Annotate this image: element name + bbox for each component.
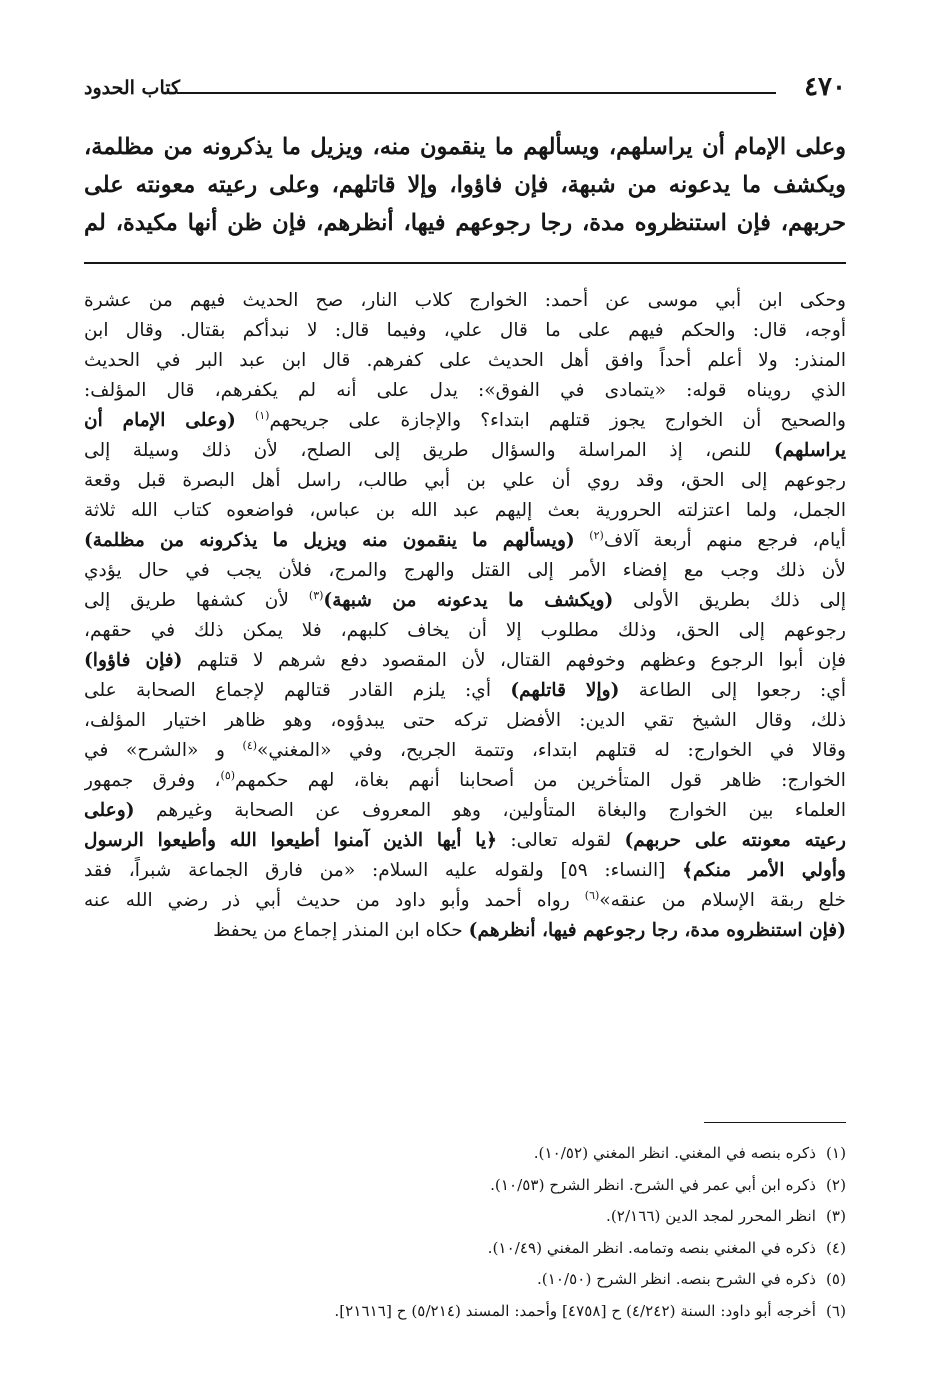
quoted-matn: (ويكشف ما يدعونه من شبهة) [323, 590, 614, 611]
commentary-line [84, 466, 846, 496]
commentary-line [84, 706, 846, 736]
footnote-ref: (٤) [242, 738, 258, 752]
footnote [84, 1296, 846, 1328]
quoted-matn: ﴿يا أيها الذين آمنوا أطيعوا الله وأطيعوا الرسول [84, 830, 498, 851]
footnote-text: انظر المحرر لمجد الدين (٢/١٦٦). [606, 1207, 816, 1226]
commentary-line [84, 496, 846, 526]
commentary-line [84, 406, 846, 436]
commentary-line [84, 556, 846, 586]
commentary-line [84, 856, 846, 886]
footnote-number: (٦) [825, 1301, 846, 1320]
footnote-separator [704, 1122, 846, 1123]
commentary-text: رجوعهم إلى الحق، وقد روي أن علي بن أبي طالب، راسل أهل البصرة قبل وقعة [84, 470, 846, 491]
footnote-number: (١) [825, 1144, 846, 1162]
quoted-matn: رعيته معونته على حربهم) [624, 830, 846, 851]
footnote [84, 1138, 846, 1170]
commentary-line [84, 916, 846, 946]
main-text-line: وعلى الإمام أن يراسلهم، ويسألهم ما ينقمون منه، ويزيل ما يذكرونه من مظلمة، [84, 134, 846, 160]
commentary-text: [النساء: ٥٩] ولقوله عليه السلام: «من فارق الجماعة شبراً، فقد [84, 860, 683, 881]
quoted-matn: (ويسألهم ما ينقمون منه ويزيل ما يذكرونه من مظلمة) [84, 530, 575, 551]
commentary-text: الخوارج: ظاهر قول المتأخرين من أصحابنا أنهم بغاة، لهم حكمهم [235, 770, 846, 791]
header-rule [177, 92, 776, 94]
main-text [84, 128, 846, 242]
commentary [84, 286, 846, 946]
footnote-ref: (٣) [308, 588, 324, 602]
commentary-text: للنص، إذ المراسلة والسؤال طريق إلى الصلح، لأن ذلك وسيلة إلى [84, 440, 774, 461]
commentary-text: لأن ذلك وجب مع إفضاء الأمر إلى القتل والهرج والمرج، فلأن يجب في حال يؤدي [84, 560, 846, 581]
commentary-line [84, 766, 846, 796]
commentary-line [84, 886, 846, 916]
commentary-text: الجمل، ولما اعتزلته الحرورية بعث إليهم عبد الله بن عباس، فواضعوه كتاب الله ثلاثة [84, 500, 846, 521]
commentary-line [84, 376, 846, 406]
footnote [84, 1170, 846, 1202]
commentary-line [84, 676, 846, 706]
footnotes [84, 1138, 846, 1328]
commentary-text: لأن كشفها طريق إلى [84, 590, 309, 611]
footnote-text: ذكره في المغني بنصه وتمامه. انظر المغني (١٠/٤٩). [487, 1238, 816, 1257]
quoted-matn: (فإن فاؤوا) [84, 650, 183, 671]
commentary-line [84, 316, 846, 346]
commentary-line [84, 526, 846, 556]
commentary-text: والصحيح أن الخوارج يجوز قتلهم ابتداء؟ والإجازة على جريحهم [269, 410, 846, 431]
main-text-line: حربهم، فإن استنظروه مدة، رجا رجوعهم فيها، أنظرهم، فإن ظن أنها مكيدة، لم [84, 210, 846, 236]
quoted-matn: وأولي الأمر منكم﴾ [682, 860, 846, 881]
quoted-matn: (وعلى [84, 800, 135, 821]
commentary-line [84, 616, 846, 646]
commentary-line [84, 736, 846, 766]
commentary-line [84, 796, 846, 826]
commentary-text: رجوعهم إلى الحق، وذلك مطلوب إلا أن يخاف كلبهم، فلا يمكن ذلك في حقهم، [84, 620, 846, 641]
footnote-ref: (٦) [584, 888, 600, 902]
running-title: كتاب الحدود [84, 77, 181, 99]
commentary-text: أي: يلزم القادر قتالهم لإجماع الصحابة على [84, 680, 511, 701]
commentary-line [84, 826, 846, 856]
commentary-text: خلع ربقة الإسلام من عنقه» [599, 890, 846, 911]
footnote-ref: (١) [254, 408, 270, 422]
commentary-text: وقالا في الخوارج: له قتلهم ابتداء، وتتمة الجريح، وفي «المغني» [257, 740, 846, 761]
footnote [84, 1201, 846, 1233]
commentary-line [84, 346, 846, 376]
commentary-text: ، وفرق جمهور [84, 770, 221, 791]
commentary-text: أيام، فرجع منهم أربعة آلاف [603, 530, 846, 551]
quoted-matn: (فإن استنظروه مدة، رجا رجوعهم فيها، أنظرهم) [468, 920, 846, 941]
footnote-number: (٥) [825, 1270, 846, 1289]
commentary-text: لقوله تعالى: [497, 830, 625, 851]
footnote [84, 1233, 846, 1265]
quoted-matn: (وإلا قاتلهم) [510, 680, 620, 701]
footnote-text: أخرجه أبو داود: السنة (٤/٢٤٢) ح [٤٧٥٨] وأحمد: المسند (٥/٢١٤) ح [٢١٦١٦]. [334, 1301, 816, 1320]
main-text-line: ويكشف ما يدعونه من شبهة، فإن فاؤوا، وإلا قاتلهم، وعلى رعيته معونته على [84, 172, 846, 198]
footnote-text: ذكره ابن أبي عمر في الشرح. انظر الشرح (١٠/٥٣). [490, 1175, 816, 1194]
footnote [84, 1264, 846, 1296]
footnote-number: (٤) [825, 1238, 846, 1257]
commentary-text: ذلك، وقال الشيخ تقي الدين: الأفضل تركه حتى يبدؤوه، وهو ظاهر اختيار المؤلف، [84, 710, 846, 731]
commentary-text: إلى ذلك بطريق الأولى [613, 590, 846, 611]
quoted-matn: (وعلى الإمام أن [84, 410, 236, 431]
commentary-text: أي: رجعوا إلى الطاعة [619, 680, 846, 701]
footnote-ref: (٢) [589, 528, 604, 542]
footnote-number: (٣) [825, 1207, 846, 1226]
commentary-line [84, 646, 846, 676]
main-text-separator [84, 262, 846, 264]
commentary-line [84, 286, 846, 316]
commentary-text [236, 410, 255, 431]
footnote-ref: (٥) [220, 768, 236, 782]
page-number: ٤٧٠ [804, 72, 846, 102]
commentary-text: الذي رويناه قوله: «يتمادى في الفوق»: يدل على أنه لم يكفرهم، قال المؤلف: [84, 380, 846, 401]
footnote-number: (٢) [825, 1175, 846, 1194]
commentary-line [84, 586, 846, 616]
commentary-text: حكاه ابن المنذر إجماع من يحفظ [213, 920, 469, 941]
quoted-matn: يراسلهم) [773, 440, 846, 461]
commentary-text: و «الشرح» في [84, 740, 243, 761]
page-header [84, 72, 846, 102]
commentary-text: المنذر: ولا أعلم أحداً وافق أهل الحديث على كفرهم. قال ابن عبد البر في الحديث [84, 350, 846, 371]
commentary-text: فإن أبوا الرجوع وعظهم وخوفهم القتال، لأن المقصود دفع شرهم لا قتلهم [182, 650, 846, 671]
footnote-text: ذكره بنصه في المغني. انظر المغني (١٠/٥٢). [533, 1144, 816, 1162]
footnote-text: ذكره في الشرح بنصه. انظر الشرح (١٠/٥٠). [536, 1270, 816, 1289]
commentary-text: العلماء بين الخوارج والبغاة المتأولين، وهو المعروف عن الصحابة وغيرهم [134, 800, 846, 821]
commentary-text: وحكى ابن أبي موسى عن أحمد: الخوارج كلاب النار، صح الحديث فيهم من عشرة [84, 290, 846, 311]
commentary-text: أوجه، قال: والحكم فيهم على ما قال علي، وفيما قال: لا نبدأكم بقتال. وقال ابن [84, 320, 846, 341]
commentary-text: رواه أحمد وأبو داود من حديث أبي ذر رضي الله عنه [84, 890, 585, 911]
commentary-text [575, 530, 590, 551]
commentary-line [84, 436, 846, 466]
